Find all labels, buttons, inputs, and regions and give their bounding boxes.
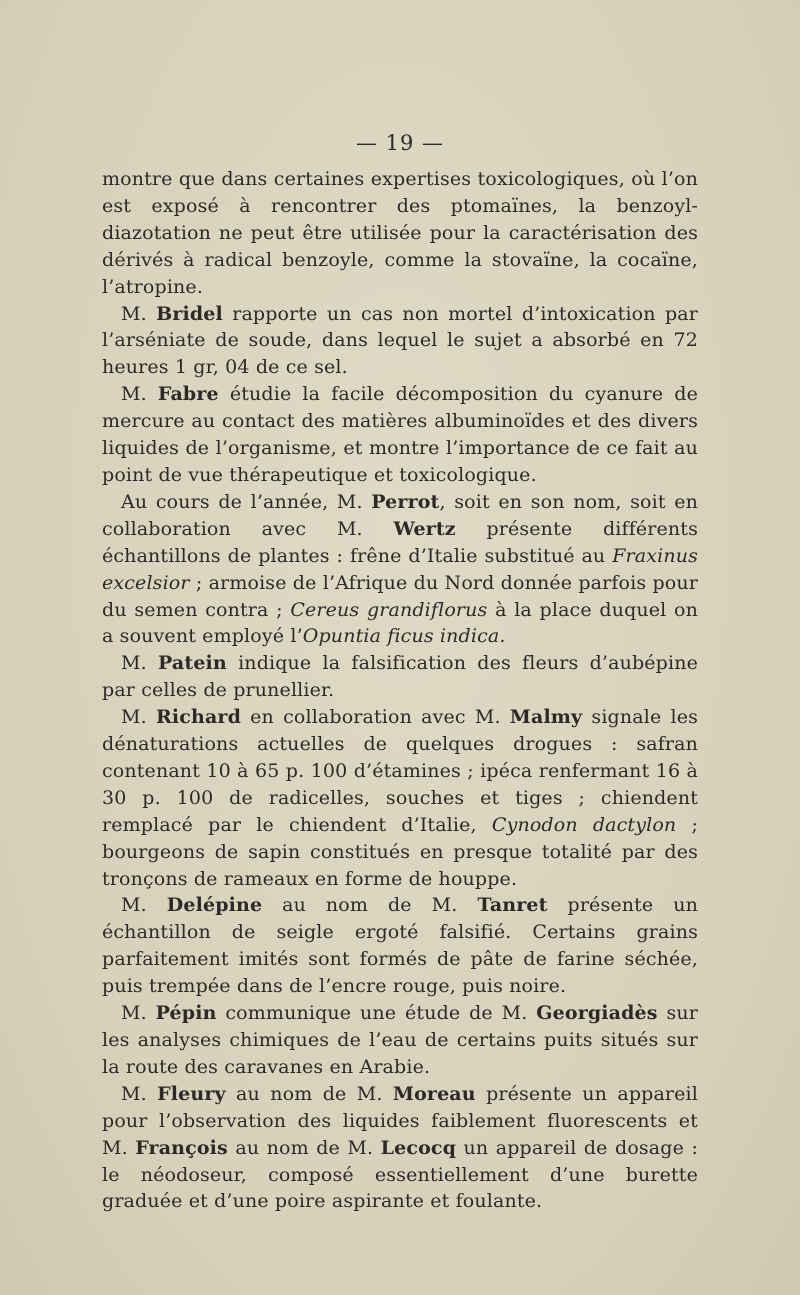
text-run: à la place duquel on a souvent employé l’: [102, 598, 699, 648]
person-name: François: [135, 1136, 228, 1159]
paragraph: [102, 1081, 698, 1216]
text-run: Au cours de l’année, M.: [121, 490, 372, 513]
paragraph: [102, 301, 698, 382]
paragraph: [102, 381, 698, 489]
person-name: Perrot: [371, 490, 440, 513]
page-number: — 19 —: [355, 131, 445, 155]
text-run: indique la falsification des fleurs d’aubépine par celles de prunellier.: [102, 652, 699, 702]
paragraph: [102, 704, 698, 892]
person-name: Georgiadès: [536, 1002, 658, 1025]
person-name: Fleury: [157, 1082, 226, 1105]
italic-term: Fraxinus excelsior: [102, 544, 698, 594]
text-run: présente un appareil pour l’observation des liquides faiblement fluorescents et M.: [102, 1082, 698, 1159]
text-run: M.: [121, 302, 157, 325]
paragraph: [102, 650, 698, 704]
person-name: Fabre: [157, 383, 219, 406]
italic-term: Opuntia ficus indica.: [302, 625, 506, 648]
text-run: ; bourgeons de sapin constitués en presque totalité par des tronçons de rameaux en forme de houppe.: [102, 813, 699, 890]
italic-term: Cynodon dactylon: [491, 813, 677, 836]
person-name: Richard: [155, 706, 242, 729]
text-run: communique une étude de M.: [216, 1002, 537, 1025]
text-run: M.: [121, 706, 156, 729]
person-name: Patein: [158, 652, 227, 675]
body-text: [102, 166, 698, 1215]
text-run: au nom de M.: [227, 1136, 381, 1159]
text-run: M.: [121, 894, 167, 917]
person-name: Moreau: [392, 1082, 476, 1105]
paragraph: [102, 166, 698, 301]
page-content: [102, 130, 698, 1215]
text-run: étudie la facile décomposition du cyanure de mercure au contact des matières albuminoïdes et des divers liquides de l’organisme, et montre l’importance de ce fait au point de vue thérapeutique et toxicologique.: [102, 383, 699, 486]
text-run: un appareil de dosage : le néodoseur, composé essentiellement d’une burette graduée et d’une poire aspirante et foulante.: [102, 1136, 698, 1213]
paragraph: [102, 489, 698, 650]
paragraph: [102, 892, 698, 1000]
text-run: rapporte un cas non mortel d’intoxication par l’arséniate de soude, dans lequel le sujet a absorbé en 72 heures 1 gr, 04 de ce sel.: [102, 302, 698, 379]
italic-term: Cereus grandiflorus: [290, 598, 488, 621]
text-run: sur les analyses chimiques de l’eau de certains puits situés sur la route des caravanes en Arabie.: [102, 1002, 699, 1078]
person-name: Lecocq: [380, 1136, 457, 1159]
paragraph: [102, 1000, 698, 1081]
text-run: présente un échantillon de seigle ergoté falsifié. Certains grains parfaitement imités sont formés de pâte de farine séchée, puis trempée dans de l’encre rouge, puis noire.: [102, 894, 698, 998]
text-run: montre que dans certaines expertises toxicologiques, où l’on est exposé à rencontrer des ptomaïnes, la benzoyl-diazotation ne peut être utilisée pour la caractérisation des dérivés à radical benzoyle, comme la stovaïne, la cocaïne, l’atropine.: [102, 168, 698, 298]
person-name: Pépin: [155, 1002, 217, 1025]
text-run: au nom de M.: [262, 894, 478, 917]
person-name: Delépine: [166, 894, 263, 917]
text-run: M.: [121, 383, 158, 406]
text-run: M.: [121, 652, 158, 675]
person-name: Malmy: [509, 706, 583, 729]
text-run: ; armoise de l’Afrique du Nord donnée parfois pour du semen contra ;: [102, 571, 698, 621]
person-name: Wertz: [393, 517, 456, 540]
text-run: M.: [121, 1082, 158, 1105]
person-name: Bridel: [156, 302, 223, 325]
text-run: , soit en son nom, soit en collaboration avec M.: [102, 490, 698, 540]
text-run: signale les dénaturations actuelles de quelques drogues : safran contenant 10 à 65 p. 100 d’étamines ; ipéca renfermant 16 à 30 p. 100 de radicelles, souches et tiges ; chiendent remplacé par le chiendent d’Italie,: [102, 706, 699, 836]
text-run: M.: [121, 1002, 156, 1025]
text-run: au nom de M.: [225, 1082, 393, 1105]
text-run: en collaboration avec M.: [241, 706, 510, 729]
person-name: Tanret: [477, 894, 548, 917]
text-run: présente différents échantillons de plantes : frêne d’Italie substitué au: [102, 517, 698, 567]
